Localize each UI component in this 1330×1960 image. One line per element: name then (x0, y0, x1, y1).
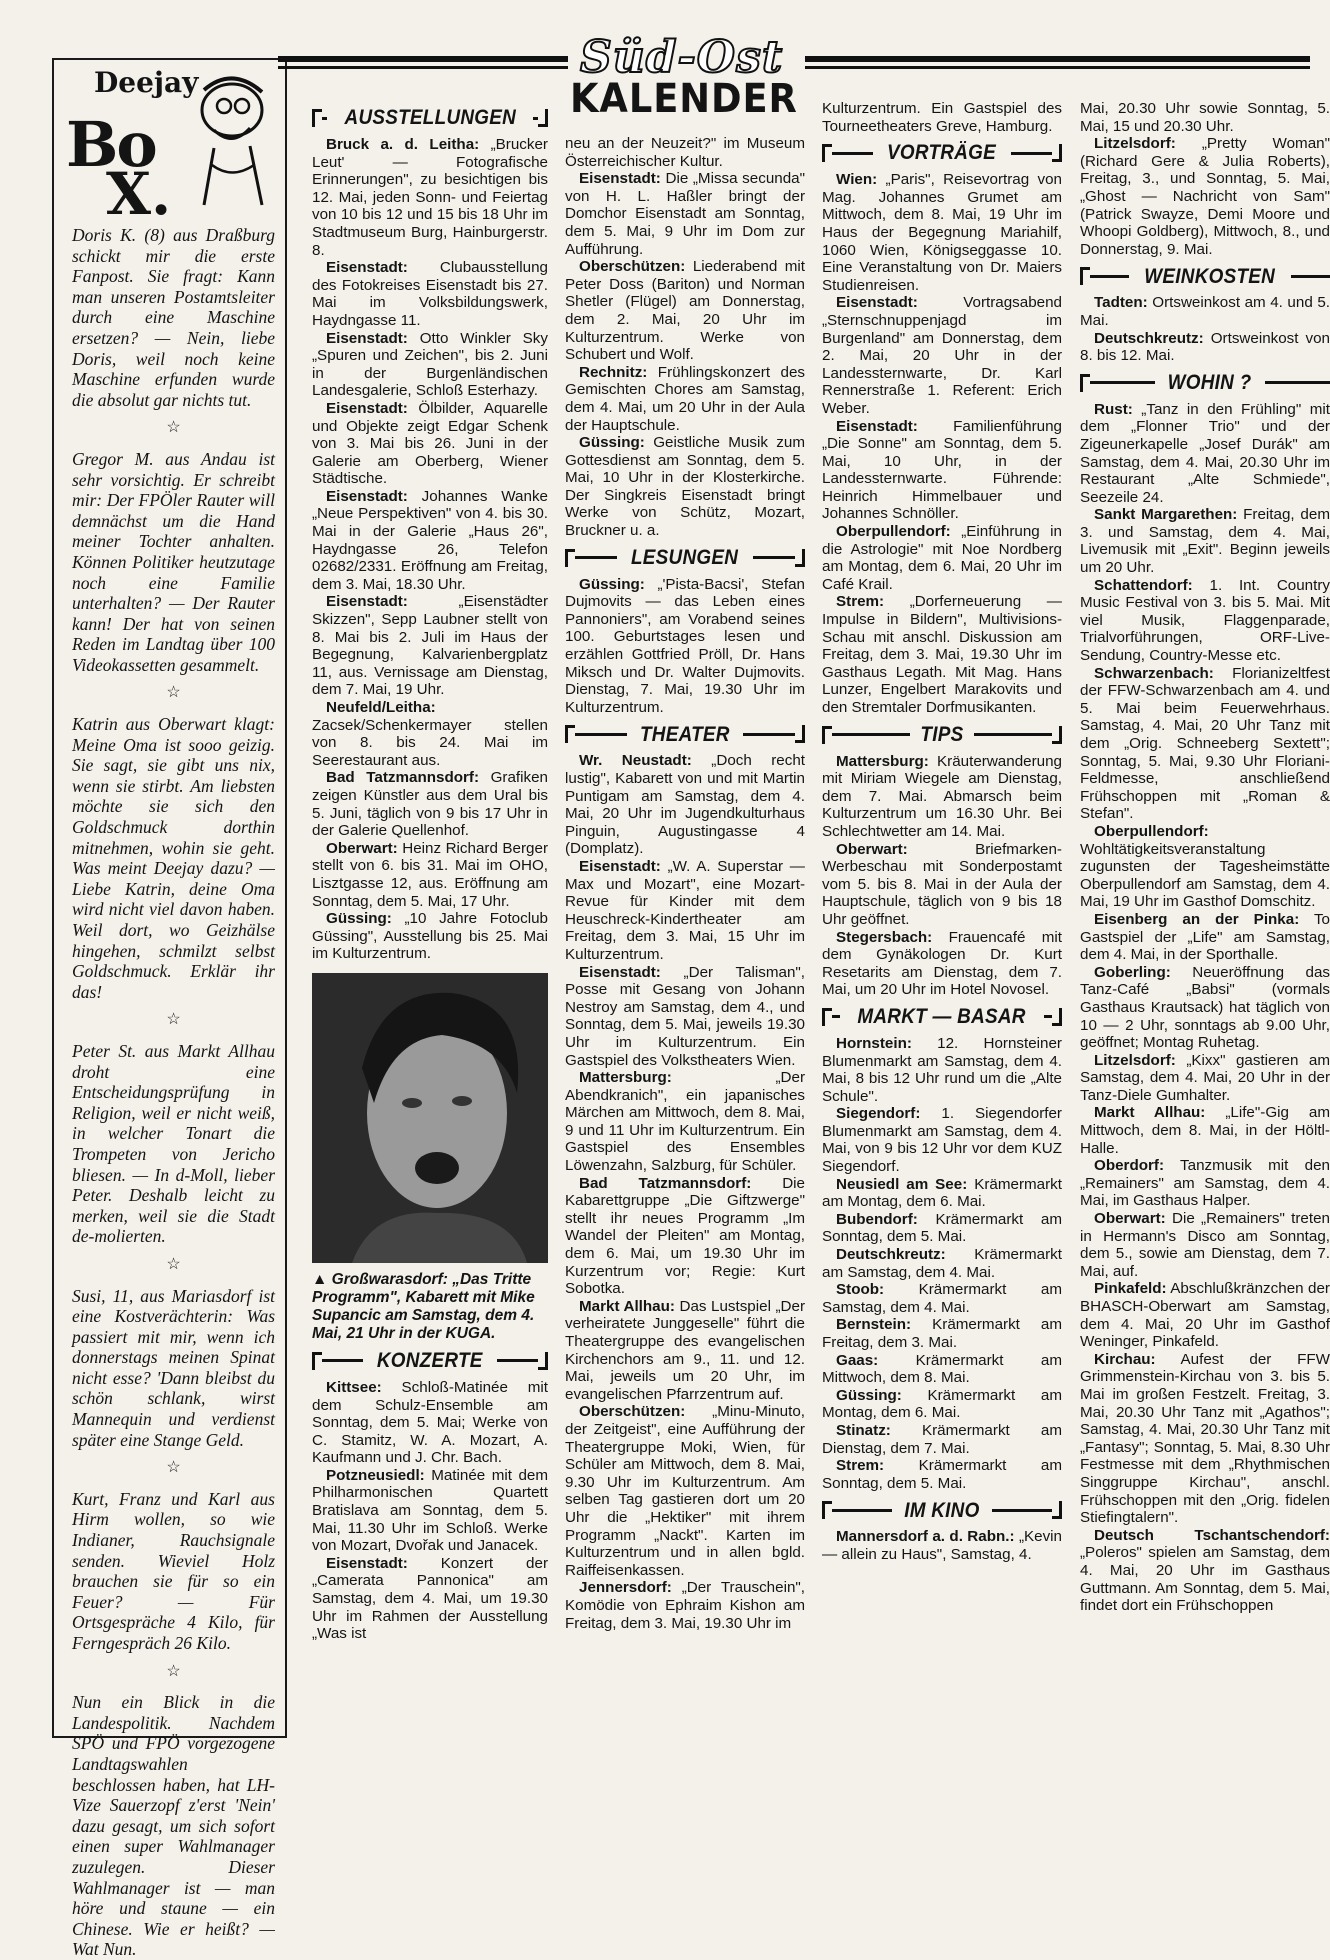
listing-entry (822, 593, 1062, 716)
listing-entry (822, 294, 1062, 417)
listing-entry (565, 434, 805, 540)
listing-place: Gaas: (836, 1351, 879, 1369)
listing-entry (822, 1105, 1062, 1175)
listing-entry (822, 1176, 1062, 1211)
header-cap (312, 109, 322, 127)
listing-text: Geistliche Musik zum Gottesdienst am Sonntag, dem 5. Mai, 10 Uhr in der Klosterkirche. Der Singkreis Eisenstadt bringt Werke von Schütz, Mozart, Bruckner u. a. (565, 434, 805, 540)
listing-place: Mattersburg: (836, 752, 929, 770)
listing-entry (312, 136, 548, 259)
listing-text: Frauencafé mit dem Gynäkologen Dr. Kurt Resetarits am Dienstag, dem 7. Mai, um 20 Uhr im Hotel Novosel. (822, 928, 1062, 999)
listing-place: Rust: (1094, 400, 1133, 418)
listing-entry (1080, 1210, 1330, 1280)
listing-entry (1080, 401, 1330, 507)
listing-place: Eisenstadt: (579, 170, 661, 188)
section-header-markt-basar (822, 1005, 1062, 1029)
listing-entry (565, 752, 805, 858)
listing-entry (822, 929, 1062, 999)
listing-text: Vortragsabend „Sternschnuppenjagd im Burgenland" am Donnerstag, dem 2. Mai, 20 Uhr in der Landessternwarte, Dr. Karl Rennerstraße 1. Referent: Erich Weber. (822, 294, 1062, 417)
vortraege-list (822, 171, 1062, 716)
listing-text: 12. Hornsteiner Blumenmarkt am Samstag, dem 4. Mai, 8 bis 12 Uhr rund um die „Alte Schule". (822, 1034, 1062, 1105)
listing-entry (822, 1387, 1062, 1422)
deejay-letter: Kurt, Franz und Karl aus Hirm wollen, so wie Indianer, Rauchsignale senden. Wieviel Holz brauchen sie für so ein Feuer? — Für Ortsgespräche 4 Kilo, für Ferngespräch 26 Kilo. (72, 1488, 275, 1653)
listing-text: Aufest der FFW Grimmenstein-Kirchau von 3. bis 5. Mai im großen Festzelt. Freitag, 3. Mai, 20.30 Uhr Tanz mit „Agathos"; Samstag, 4. Mai, 20.30 Uhr Tanz mit „Fantasy"; Sonntag, 5. Mai, 8.30 Uhr Festmesse mit dem „Rhythmischen Singgruppe Kirchau", anschl. Frühschoppen mit den „Orig. fidelen Stiefingtalern". (1080, 1350, 1330, 1527)
listing-text: Briefmarken-Werbeschau mit Sonderpostamt vom 5. bis 8. Mai in der Aula der Hauptschule, täglich von 9 bis 18 Uhr geöffnet. (822, 840, 1062, 928)
listing-text: Krämermarkt am Montag, dem 6. Mai. (822, 1175, 1062, 1211)
konzerte-list-continued (565, 135, 805, 540)
listing-entry (822, 753, 1062, 841)
listing-place: Wr. Neustadt: (579, 752, 692, 770)
listing-place: Oberwart: (326, 839, 398, 857)
listing-text: „10 Jahre Fotoclub Güssing", Ausstellung bis 25. Mai im Kulturzentrum. (312, 910, 548, 963)
listing-place: Hornstein: (836, 1034, 912, 1052)
section-title: IM KINO (904, 1498, 980, 1522)
header-cap (822, 1501, 832, 1519)
deejay-letter: Gregor M. aus Andau ist sehr vorsichtig. Er schreibt mir: Der FPÖler Rauter will demnächst um die Hand meiner Tochter anhalten. Können Politiker heutzutage noch eine Familie unterhalten? — Der Rauter kann! Der hat von seinen Reden im Landtag über 100 Videokassetten gesammelt. (72, 448, 275, 675)
listing-entry (312, 840, 548, 910)
listing-entry (822, 1422, 1062, 1457)
listing-place: Güssing: (579, 434, 645, 452)
listing-place: Güssing: (579, 575, 645, 593)
tips-list (822, 753, 1062, 999)
listing-place: Oberwart: (836, 840, 908, 858)
listing-text: Ölbilder, Aquarelle und Objekte zeigt Edgar Schenk von 3. Mai bis 26. Juni in der Galerie am Oberberg, Wiener Städtische. (312, 399, 548, 488)
listing-place: Goberling: (1094, 963, 1171, 981)
kino-list-continued (1080, 100, 1330, 258)
section-header-weinkosten (1080, 264, 1330, 288)
listing-text: Die „Remainers" treten in Hermann's Disco am Sonntag, dem 5., sowie am Dienstag, dem 7. Mai, auf. (1080, 1210, 1330, 1280)
header-line (575, 556, 617, 559)
listing-entry (1080, 823, 1330, 911)
ausstellungen-list (312, 136, 548, 963)
listing-text: Grafiken zeigen Künstler aus dem Ural bis 5. Juni, täglich von 9 bis 17 Uhr in der Galerie Quellenhof. (312, 769, 548, 840)
listing-entry (565, 170, 805, 258)
listing-entry (312, 1467, 548, 1555)
listing-place: Bad Tatzmannsdorf: (326, 769, 480, 787)
listing-text: Neueröffnung das Tanz-Café „Babsi" (vormals Gasthaus Krautsack) hat täglich von 10 — 2 Uhr, sonntags ab 9.00 Uhr, geöffnet; Montag Ruhetag. (1080, 963, 1330, 1052)
header-cap (538, 1352, 548, 1370)
header-cap (795, 725, 805, 743)
listing-text: Tanzmusik mit den „Remainers" am Samstag, dem 4. Mai, im Gasthaus Halper. (1080, 1157, 1330, 1210)
listing-text: „Der Abendkranich", ein japanisches Märchen am Mittwoch, dem 8. Mai, 9 und 11 Uhr im Kulturzentrum. Ein Gastspiel des Ensembles Löwenzahn, Salzburg, für Schüler. (565, 1069, 805, 1175)
listing-text: „W. A. Superstar — Max und Mozart", eine Mozart-Revue für Kinder mit dem Heuschreck-Kindertheater am Freitag, dem 3. Mai, 15 Uhr im Kulturzentrum. (565, 857, 805, 963)
header-line (974, 733, 1052, 736)
section-title: THEATER (640, 722, 730, 746)
listing-place: Markt Allhau: (1094, 1104, 1206, 1122)
listing-text: Frühlingskonzert des Gemischten Chores am Samstag, dem 4. Mai, um 20 Uhr in der Aula der Hauptschule. (565, 363, 805, 434)
kino-list (822, 1528, 1062, 1563)
listing-entry (565, 135, 805, 170)
listing-place: Neufeld/Leitha: (326, 699, 436, 716)
listing-entry (565, 858, 805, 964)
weinkosten-list (1080, 294, 1330, 364)
listing-text: Johannes Wanke „Neue Perspektiven" von 4. bis 30. Mai in der Galerie „Haus 26", Haydngasse 26, Telefon 02682/2331. Eröffnung am Freitag, dem 3. Mai, 18.30 Uhr. (312, 487, 548, 593)
listing-place: Siegendorf: (836, 1105, 921, 1123)
listing-text: Ortsweinkost von 8. bis 12. Mai. (1080, 329, 1330, 365)
listing-entry (822, 841, 1062, 929)
listing-entry (822, 171, 1062, 294)
deejay-box (52, 58, 287, 1960)
header-line (1090, 275, 1129, 278)
listing-text: Matinée mit dem Philharmonischen Quartett Bratislava am Sonntag, dem 5. Mai, 11.30 Uhr im Schloß. Werke von Mozart, Dvořak und Janacek. (312, 1466, 548, 1555)
listing-place: Eisenberg an der Pinka: (1094, 910, 1300, 928)
listing-place: Mattersburg: (579, 1069, 672, 1087)
header-line (832, 733, 910, 736)
listing-text: „Paris", Reisevortrag von Mag. Johannes Grumet am Mittwoch, dem 8. Mai, 19 Uhr im Haus der Begegnung Mariahilf, 1060 Wien, Königseggasse 10. Eine Veranstaltung von Dr. Maiers Studienreisen. (822, 171, 1062, 294)
section-title: MARKT — BASAR (857, 1005, 1027, 1029)
header-line (1044, 1015, 1052, 1018)
listing-text: Liederabend mit Peter Doss (Bariton) und Norman Shetler (Flügel) am Donnerstag, dem 2. Mai, 20 Uhr im Kulturzentrum. Werke von Schubert und Wolf. (565, 258, 805, 364)
masthead (560, 32, 800, 126)
listing-place: Rechnitz: (579, 363, 648, 381)
column-2 (565, 135, 805, 1740)
header-line (575, 733, 627, 736)
listing-place: Oberpullendorf: (1094, 822, 1209, 840)
listing-place: Litzelsdorf: (1094, 135, 1176, 153)
listing-text: „Brucker Leut' — Fotografische Erinnerungen", zu besichtigen bis 12. Mai, jeden Sonn- und Feiertag von 10 bis 12 und 15 bis 18 Uhr im Stadtmuseum Burg, Hainburgerstr. 8. (312, 136, 548, 259)
header-cap (312, 1352, 322, 1370)
listing-text: Ortsweinkost am 4. und 5. Mai. (1080, 294, 1330, 329)
listing-text: Krämermarkt am Dienstag, dem 7. Mai. (822, 1421, 1062, 1457)
listing-place: Stinatz: (836, 1421, 891, 1439)
listing-text: „Kixx" gastieren am Samstag, dem 4. Mai, 20 Uhr in der Tanz-Diele Gumhalter. (1080, 1051, 1330, 1104)
header-cap (1080, 374, 1090, 392)
listing-entry (312, 699, 548, 769)
listing-text: Kräuterwanderung mit Miriam Wiegele am Dienstag, dem 7. Mai. Abmarsch beim Kulturzentrum um 16.30 Uhr. Bei Schlechtwetter am 14. Mai. (822, 752, 1062, 840)
listing-text: Konzert der „Camerata Pannonica" am Samstag, dem 4. Mai, um 19.30 Uhr im Rahmen der Ausstellung „Was ist (312, 1554, 548, 1643)
listing-place: Schattendorf: (1094, 576, 1193, 594)
listing-entry (1080, 135, 1330, 258)
markt-list (822, 1035, 1062, 1492)
listing-entry (565, 964, 805, 1070)
listing-entry (312, 488, 548, 594)
listing-text: Familienführung „Die Sonne" am Sonntag, dem 5. Mai, 10 Uhr, in der Landessternwarte. Führende: Heinrich Himmelbauer und Johannes Schnöller. (822, 417, 1062, 523)
listing-entry (565, 1298, 805, 1404)
listing-place: Stegersbach: (836, 928, 933, 946)
header-line (992, 1509, 1052, 1512)
header-cap (1052, 1008, 1062, 1026)
listing-entry (822, 1528, 1062, 1563)
listing-entry (822, 1281, 1062, 1316)
masthead-sud-ost: Süd-Ost (580, 32, 784, 83)
listing-entry (1080, 1104, 1330, 1157)
star-divider: ☆ (166, 1662, 181, 1680)
listing-place: Bubendorf: (836, 1210, 918, 1228)
listing-entry (822, 1352, 1062, 1387)
star-divider: ☆ (166, 1011, 181, 1029)
deejay-letter: Susi, 11, aus Mariasdorf ist eine Kostverächterin: Was passiert mit mir, wenn ich donnerstags meinen Spinat nicht esse? 'Dann bleibst du schön schlank, wirst Mannequin und verdienst später eine Stange Geld. (72, 1285, 275, 1450)
listing-place: Neusiedl am See: (836, 1175, 968, 1193)
section-header-im-kino (822, 1498, 1062, 1522)
listing-text: „Life"-Gig am Mittwoch, dem 8. Mai, in der Höltl-Halle. (1080, 1104, 1330, 1157)
header-cap (1052, 144, 1062, 162)
listing-place: Oberschützen: (579, 1403, 686, 1421)
section-title: VORTRÄGE (887, 141, 997, 165)
listing-entry (565, 258, 805, 364)
header-cap (1052, 726, 1062, 744)
deejay-letter: Peter St. aus Markt Allhau droht eine Entscheidungsprüfung in Religion, weil er nicht weiß, in welcher Tonart die Trompeten von Jericho bliesen. — In d-Moll, lieber Peter. Deshalb leicht zu merken, weil sie die Stadt de-molierten. (72, 1040, 275, 1247)
section-header-ausstellungen (312, 106, 548, 130)
header-line (832, 152, 873, 155)
listing-entry (822, 523, 1062, 593)
listing-entry (312, 1379, 548, 1467)
listing-place: Stoob: (836, 1281, 885, 1299)
header-line (322, 1359, 363, 1362)
listing-text: Krämermarkt am Samstag, dem 4. Mai. (822, 1246, 1062, 1281)
header-cap (822, 726, 832, 744)
logo-text-bo: Bo (66, 108, 156, 181)
listing-text: „Eisenstädter Skizzen", Sepp Laubner stellt von 8. Mai bis 2. Juli im Haus der Begegnung, Kalvarienbergplatz 11, aus. Vernissage am Dienstag, dem 7. Mai, 19 Uhr. (312, 593, 548, 699)
listing-text: Krämermarkt am Mittwoch, dem 8. Mai. (822, 1351, 1062, 1387)
header-line (497, 1359, 538, 1362)
listing-entry (1080, 506, 1330, 576)
listing-place: Güssing: (326, 910, 392, 928)
listing-text: Schloß-Matinée mit dem Schulz-Ensemble am Sonntag, dem 5. Mai; Werke von C. Stamitz, W. A. Mozart, A. Kaufmann und J. Chr. Bach. (312, 1378, 548, 1467)
listing-place: Oberdorf: (1094, 1157, 1165, 1175)
listing-text: Krämermarkt am Sonntag, dem 5. Mai. (822, 1210, 1062, 1246)
listing-entry (1080, 1157, 1330, 1210)
listing-entry (565, 1579, 805, 1632)
listing-text: Otto Winkler Sky „Spuren und Zeichen", bis 2. Juni in der Burgenländischen Landesgalerie, Schloß Esterhazy. (312, 329, 548, 400)
section-title: KONZERTE (377, 1349, 483, 1373)
header-cap (1052, 1501, 1062, 1519)
listing-entry (312, 1555, 548, 1643)
listing-place: Strem: (836, 1457, 885, 1475)
star-divider: ☆ (166, 1459, 181, 1477)
listing-place: Eisenstadt: (326, 1554, 408, 1572)
portrait-photo-icon (312, 973, 548, 1263)
listing-text: Freitag, dem 3. und Samstag, dem 4. Mai, Livemusik mit „Exit". Beginn jeweils um 20 Uhr. (1080, 506, 1330, 577)
listing-entry (822, 1316, 1062, 1351)
theater-list (565, 752, 805, 1632)
listing-entry (565, 1175, 805, 1298)
listing-entry (822, 1211, 1062, 1246)
listing-entry (822, 1035, 1062, 1105)
header-line (322, 117, 327, 120)
listing-text: Abschlußkränzchen der BHASCH-Oberwart am Samstag, dem 4. Mai, 20 Uhr im Gasthof Weninger, Pinkafeld. (1080, 1280, 1330, 1351)
listing-entry (312, 910, 548, 963)
listing-text: Das Lustspiel „Der verheiratete Junggeselle" führt die Theatergruppe des evangelischen Kirchenchors am 9., 11. und 12. Mai, jeweils um 20 Uhr, im evangelischen Pfarrzentrum auf. (565, 1297, 806, 1403)
listing-place: Kittsee: (326, 1378, 382, 1396)
listing-text: Zacsek/Schenkermayer stellen von 8. bis 24. Mai im Seerestaurant aus. (312, 716, 548, 769)
listing-entry (1080, 1052, 1330, 1105)
listing-place: Potzneusiedl: (326, 1466, 425, 1484)
listing-place: Strem: (836, 593, 885, 611)
listing-place: Sankt Margarethen: (1094, 506, 1238, 524)
listing-text: „Poleros" spielen am Samstag, dem 4. Mai, 20 Uhr im Gasthaus Guttmann. Am Sonntag, dem 5. Mai, findet dort ein Frühschoppen (1080, 1544, 1330, 1615)
listing-text: Krämermarkt am Samstag, dem 4. Mai. (822, 1281, 1062, 1316)
listing-text: Heinz Richard Berger stellt von 6. bis 31. Mai im OHO, Lisztgasse 12, aus. Eröffnung am Sonntag, dem 5. Mai, 17 Uhr. (312, 839, 548, 910)
listing-entry (1080, 330, 1330, 365)
listing-entry (565, 1403, 805, 1579)
listing-text: „Pretty Woman" (Richard Gere & Julia Roberts), Freitag, 3., und Sonntag, 5. Mai, „Ghost — Nachricht von Sam" (Patrick Swayze, Demi Moore und Whoopi Goldberg), Mittwoch, 8., und Donnerstag, 9. Mai. (1080, 135, 1330, 258)
listing-text: Krämermarkt am Freitag, dem 3. Mai. (822, 1316, 1062, 1351)
listing-text: „Kevin — allein zu Haus", Samstag, 4. (822, 1528, 1062, 1563)
section-title: WOHIN ? (1168, 370, 1252, 394)
listing-place: Oberpullendorf: (836, 523, 951, 541)
listing-place: Eisenstadt: (326, 487, 408, 505)
listing-place: Kirchau: (1094, 1350, 1156, 1368)
listing-place: Jennersdorf: (579, 1579, 672, 1597)
column-3 (822, 100, 1062, 1740)
listing-place: Wien: (836, 171, 878, 189)
photo-caption: ▲ Großwarasdorf: „Das Tritte Programm", Kabarett mit Mike Supancic am Samstag, dem 4. Mai, 21 Uhr in der KUGA. (312, 1270, 535, 1342)
konzerte-list (312, 1379, 548, 1643)
wohin-list (1080, 401, 1330, 1615)
deejay-letter: Doris K. (8) aus Draßburg schickt mir die erste Fanpost. Sie fragt: Kann man unseren Postamtsleiter durch eine Maschine ersetzen? — Nein, liebe Doris, weil noch keine Maschine erfunden wurde die absolut gar nichts tut. (72, 225, 275, 410)
listing-text: „Doch recht lustig", Kabarett von und mit Martin Puntigam am Samstag, dem 4. Mai, 20 Uhr im Jugendkulturhaus Pinguin, Augustingasse 4 (Domplatz). (565, 752, 806, 858)
listing-place: Eisenstadt: (579, 963, 661, 981)
logo-text-deejay: Deejay (94, 66, 199, 99)
listing-place: Eisenstadt: (326, 399, 408, 417)
header-cap (822, 1008, 832, 1026)
masthead-rule-right (805, 56, 1310, 62)
listing-text: „Der Talisman", Posse mit Gesang von Johann Nestroy am Samstag, dem 4., und Sonntag, dem 5. Mai, jeweils 19.30 Uhr im Kulturzentrum. Ein Gastspiel des Volkstheaters Wien. (565, 963, 805, 1069)
deejay-box-body (54, 225, 285, 1960)
star-divider: ☆ (166, 419, 181, 437)
header-line (1011, 152, 1052, 155)
listing-place: Bad Tatzmannsdorf: (579, 1174, 752, 1192)
listing-entry (1080, 294, 1330, 329)
column-4 (1080, 100, 1330, 1740)
section-title: TIPS (920, 722, 964, 746)
theater-list-continued (822, 100, 1062, 135)
deejay-letter: Katrin aus Oberwart klagt: Meine Oma ist sooo geizig. Sie sagt, sie gibt uns nix, wenn sie stirbt. Am liebsten möchte sie sich den Goldschmuck dorthin mitnehmen, wohin sie geht. Was meint Deejay dazu? — Liebe Katrin, deine Oma wird nicht viel davon haben. Weil dort, wo Geizhälse hingehen, schmilzt selbst Goldschmuck. Erklär ihr das! (72, 714, 275, 1002)
listing-place: Eisenstadt: (579, 857, 661, 875)
header-cap (1080, 267, 1090, 285)
header-line (743, 733, 795, 736)
listing-text: To Gastspiel der „Life" am Samstag, dem 4. Mai, in der Sporthalle. (1080, 910, 1330, 964)
listing-text: neu an der Neuzeit?" im Museum Österreichischer Kultur. (565, 135, 805, 170)
listing-text: „'Pista-Bacsi', Stefan Dujmovits — das Leben eines Pannoniers", am Vorabend seines 100. Geburtstages lesen und erzählen Gottfried Pröll, Dr. Hans Miksch und Dr. Walter Dujmovits. Dienstag, 7. Mai, 19.30 Uhr im Kulturzentrum. (565, 575, 805, 716)
section-header-lesungen (565, 545, 805, 569)
section-header-vortraege (822, 141, 1062, 165)
listing-place: Eisenstadt: (836, 294, 918, 312)
listing-place: Oberwart: (1094, 1210, 1166, 1228)
header-cap (538, 109, 548, 127)
listing-entry (312, 330, 548, 400)
listing-text: Krämermarkt am Montag, dem 6. Mai. (822, 1386, 1062, 1422)
logo-text-x: X. (106, 160, 172, 228)
listing-text: Kulturzentrum. Ein Gastspiel des Tourneetheaters Greve, Hamburg. (822, 100, 1062, 135)
listing-place: Bruck a. d. Leitha: (326, 136, 480, 153)
listing-entry (565, 364, 805, 434)
listing-place: Schwarzenbach: (1094, 664, 1214, 682)
listing-place: Deutsch Tschantschendorf: (1094, 1526, 1330, 1544)
listing-place: Litzelsdorf: (1094, 1051, 1176, 1069)
section-title: WEINKOSTEN (1144, 264, 1276, 288)
listing-text: 1. Int. Country Music Festival von 3. bis 5. Mai. Mit viel Musik, Flaggenparade, Trialvorführungen, ORF-Live-Sendung, Country-Messe etc. (1080, 576, 1330, 665)
listing-place: Markt Allhau: (579, 1297, 675, 1315)
header-line (832, 1015, 840, 1018)
listing-entry (1080, 100, 1330, 135)
listing-place: Eisenstadt: (326, 593, 408, 611)
listing-entry (312, 593, 548, 699)
header-cap (822, 144, 832, 162)
listing-place: Deutschkreutz: (1094, 329, 1204, 347)
deejay-box-logo (54, 60, 285, 228)
star-divider: ☆ (166, 684, 181, 702)
listing-place: Oberschützen: (579, 258, 686, 276)
listing-entry (312, 400, 548, 488)
listing-place: Bernstein: (836, 1316, 912, 1334)
listing-entry (1080, 1527, 1330, 1615)
masthead-kalender: KALENDER (570, 76, 798, 122)
listing-entry (1080, 964, 1330, 1052)
listing-entry (1080, 1351, 1330, 1527)
listing-entry (822, 418, 1062, 524)
listing-text: „Der Trauschein", Komödie von Ephraim Kishon am Freitag, dem 3. Mai, 19.30 Uhr im (565, 1579, 805, 1632)
header-line (1090, 381, 1155, 384)
header-cap (565, 549, 575, 567)
masthead-rule-right-2 (805, 66, 1310, 69)
listing-entry (1080, 911, 1330, 964)
listing-text: „Einführung in die Astrologie" mit Noe Nordberg am Montag, dem 6. Mai, 20 Uhr im Café Krail. (822, 523, 1062, 593)
deejay-letter: Nun ein Blick in die Landespolitik. Nachdem SPÖ und FPÖ vorgezogene Landtagswahlen beschlossen haben, hat LH-Vize Sauerzopf z'erst 'Nein' dazu gesagt, um sich sofort einen super Wahlmanager zuzulegen. Dieser Wahlmanager ist — man höre und staune — ein Chinese. Wie er heißt? — Wat Nun. (72, 1692, 275, 1960)
listing-entry (565, 1069, 805, 1175)
section-header-konzerte (312, 1349, 548, 1373)
listing-text: Krämermarkt am Sonntag, dem 5. Mai. (822, 1457, 1062, 1492)
dj-cartoon-icon (184, 70, 279, 210)
lesungen-list (565, 576, 805, 717)
masthead-rule-left-2 (278, 66, 568, 69)
header-line (832, 1509, 892, 1512)
listing-text: Florianizeltfest der FFW-Schwarzenbach am 4. und 5. Mai beim Feuerwehrhaus. Samstag, 4. Mai, 20 Uhr Tanz mit dem „Orig. Schneeberg Sextett"; Sonntag, 5. Mai, 9.30 Uhr Floriani-Feldmesse, anschließend Frühschoppen mit „Roman & Stefan". (1080, 664, 1330, 823)
photo-mike-supancic (312, 973, 548, 1263)
section-header-theater (565, 722, 805, 746)
section-title: LESUNGEN (631, 545, 739, 569)
listing-text: Clubausstellung des Fotokreises Eisenstadt bis 27. Mai im Volksbildungswerk, Haydngasse 11. (312, 259, 548, 329)
listing-entry (822, 100, 1062, 135)
listing-text: Mai, 20.30 Uhr sowie Sonntag, 5. Mai, 15 und 20.30 Uhr. (1080, 100, 1330, 135)
listing-text: 1. Siegendorfer Blumenmarkt am Samstag, dem 4. Mai, von 9 bis 12 Uhr vor dem KUZ Siegendorf. (822, 1105, 1062, 1176)
listing-entry (312, 259, 548, 329)
star-divider: ☆ (166, 1255, 181, 1273)
header-cap (565, 725, 575, 743)
column-1 (312, 100, 548, 1740)
header-line (753, 556, 795, 559)
listing-place: Mannersdorf a. d. Rabn.: (836, 1528, 1015, 1546)
listing-place: Eisenstadt: (836, 417, 918, 435)
listing-place: Pinkafeld: (1094, 1280, 1167, 1298)
listing-entry (1080, 1280, 1330, 1350)
listing-entry (312, 769, 548, 839)
listing-entry (1080, 665, 1330, 823)
section-header-tips (822, 722, 1062, 746)
listing-place: Eisenstadt: (326, 259, 408, 277)
listing-text: „Tanz in den Frühling" mit dem „Flonner Trio" und der Zigeunerkapelle „Josef Durák" am Samstag, dem 4. Mai, 20.30 Uhr im Restaurant „Alte Schmiede", Seezeile 24. (1080, 400, 1330, 506)
section-header-wohin (1080, 370, 1330, 394)
section-title: AUSSTELLUNGEN (344, 106, 516, 130)
masthead-rule-left (278, 56, 568, 62)
listing-text: Die Kabarettgruppe „Die Giftzwerge" stellt ihr neues Programm „Im Wandel der Pleiten" am Montag, dem 6. Mai, um 19.30 Uhr im Kurzentrum vor; Regie: Kurt Sobotka. (565, 1174, 805, 1298)
listing-entry (565, 576, 805, 717)
listing-entry (822, 1457, 1062, 1492)
header-cap (795, 549, 805, 567)
header-line (1291, 275, 1330, 278)
listing-place: Eisenstadt: (326, 329, 408, 347)
listing-text: Wohltätigkeitsveranstaltung zugunsten der Tagesheimstätte Oberpullendorf am Samstag, dem 4. Mai, 19 Uhr im Gasthof Domschitz. (1080, 840, 1330, 911)
listing-text: „Dorferneuerung — Impulse in Bildern", Multivisions-Schau mit anschl. Diskussion am Freitag, dem 3. Mai, 19.30 Uhr im Gasthaus Legath. Mit Mag. Hans Lunzer, Engelbert Marakovits und den Stremtaler Dorfmusikanten. (822, 593, 1062, 716)
listing-place: Güssing: (836, 1386, 902, 1404)
listing-entry (1080, 577, 1330, 665)
listing-entry (822, 1246, 1062, 1281)
header-line (1265, 381, 1330, 384)
listing-place: Deutschkreutz: (836, 1246, 946, 1264)
listing-text: Die „Missa secunda" von H. L. Haßler bringt der Domchor Eisenstadt am Sonntag, dem 5. Mai, 9 Uhr im Dom zur Aufführung. (565, 170, 805, 258)
listing-text: „Minu-Minuto, der Zeitgeist", eine Aufführung der Theatergruppe Moki, Wien, für Schüler am Mittwoch, dem 8. Mai, 9.30 Uhr im Kulturzentrum. Am selben Tag gastieren dort um 20 Uhr die „Hektiker" mit ihrem Programm „Nackt". Karten im Kulturzentrum und in allen bgld. Raiffeisenkassen. (565, 1403, 805, 1579)
listing-place: Tadten: (1094, 294, 1148, 312)
